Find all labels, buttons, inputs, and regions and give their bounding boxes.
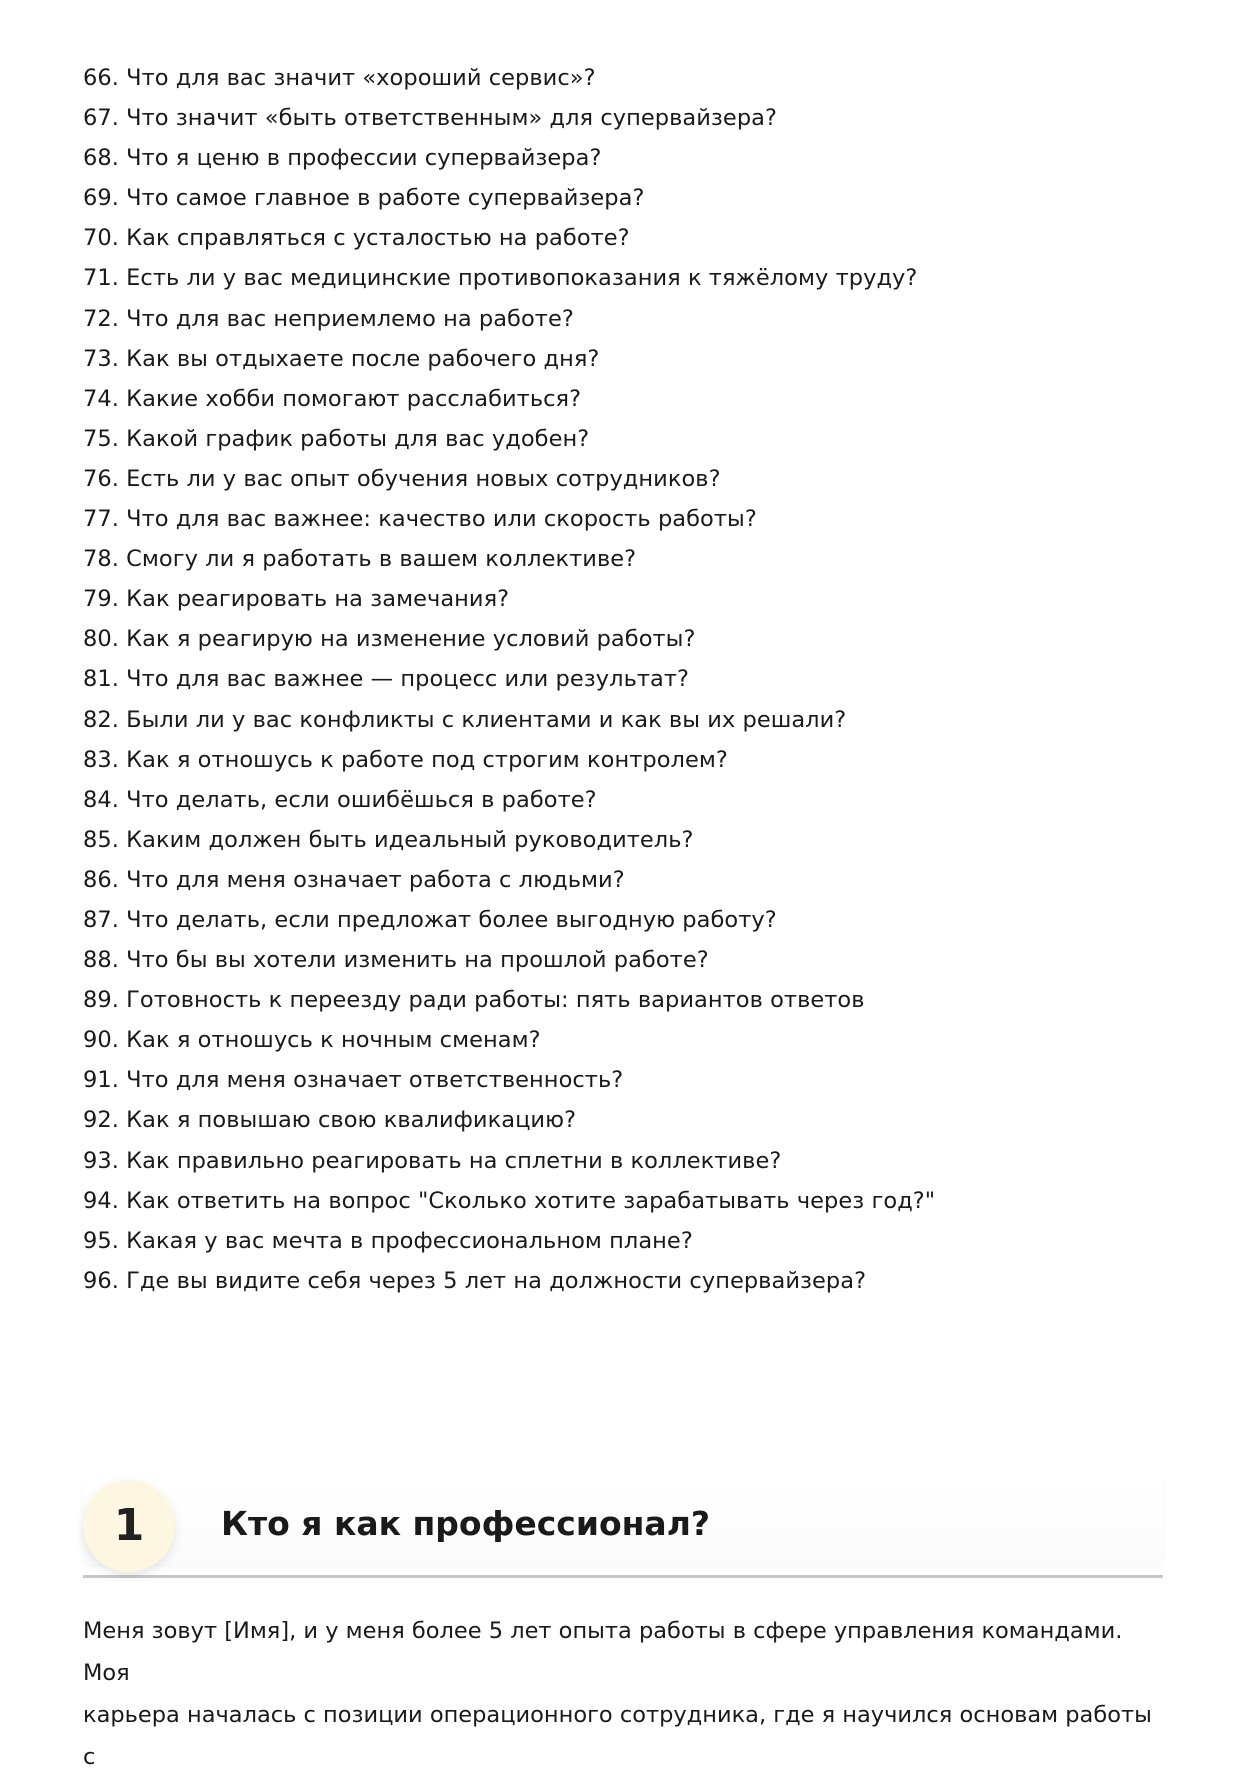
question-item: 84. Что делать, если ошибёшься в работе? xyxy=(83,786,597,813)
question-item: 87. Что делать, если предложат более выгодную работу? xyxy=(83,906,777,933)
question-item: 94. Как ответить на вопрос "Сколько хотите зарабатывать через год?" xyxy=(83,1187,936,1214)
question-item: 95. Какая у вас мечта в профессиональном плане? xyxy=(83,1227,693,1254)
question-item: 96. Где вы видите себя через 5 лет на должности супервайзера? xyxy=(83,1267,867,1294)
question-item: 73. Как вы отдыхаете после рабочего дня? xyxy=(83,345,600,372)
question-item: 82. Были ли у вас конфликты с клиентами и как вы их решали? xyxy=(83,706,847,733)
question-item: 93. Как правильно реагировать на сплетни в коллективе? xyxy=(83,1147,782,1174)
question-item: 74. Какие хобби помогают расслабиться? xyxy=(83,385,582,412)
section-number-badge: 1 xyxy=(83,1480,175,1572)
question-item: 72. Что для вас неприемлемо на работе? xyxy=(83,305,574,332)
section-body-line: карьера началась с позиции операционного сотрудника, где я научился основам работы с xyxy=(83,1702,1152,1770)
question-item: 80. Как я реагирую на изменение условий работы? xyxy=(83,626,696,653)
question-item: 66. Что для вас значит «хороший сервис»? xyxy=(83,65,596,91)
question-item: 89. Готовность к переезду ради работы: пять вариантов ответов xyxy=(83,987,865,1014)
question-item: 68. Что я ценю в профессии супервайзера? xyxy=(83,145,602,172)
question-item: 83. Как я отношусь к работе под строгим контролем? xyxy=(83,746,728,773)
question-item: 88. Что бы вы хотели изменить на прошлой работе? xyxy=(83,947,709,974)
question-item: 78. Смогу ли я работать в вашем коллективе? xyxy=(83,546,637,573)
question-item: 91. Что для меня означает ответственность? xyxy=(83,1067,624,1094)
section-body-line: Меня зовут [Имя], и у меня более 5 лет опыта работы в сфере управления командами. Моя xyxy=(83,1618,1123,1686)
question-item: 81. Что для вас важнее — процесс или результат? xyxy=(83,666,690,693)
question-item: 71. Есть ли у вас медицинские противопоказания к тяжёлому труду? xyxy=(83,265,918,292)
question-item: 70. Как справляться с усталостью на работе? xyxy=(83,225,630,252)
question-item: 69. Что самое главное в работе супервайзера? xyxy=(83,185,645,212)
question-item: 90. Как я отношусь к ночным сменам? xyxy=(83,1027,541,1054)
question-item: 85. Каким должен быть идеальный руководитель? xyxy=(83,826,694,853)
question-item: 76. Есть ли у вас опыт обучения новых сотрудников? xyxy=(83,465,721,492)
question-item: 77. Что для вас важнее: качество или скорость работы? xyxy=(83,506,757,533)
question-list xyxy=(83,58,1163,1301)
question-item: 67. Что значит «быть ответственным» для супервайзера? xyxy=(83,105,777,132)
section-header xyxy=(83,1468,1163,1578)
question-item: 86. Что для меня означает работа с людьми? xyxy=(83,866,625,893)
section-title: Кто я как профессионал? xyxy=(221,1504,711,1543)
question-item: 79. Как реагировать на замечания? xyxy=(83,586,510,613)
question-item: 75. Какой график работы для вас удобен? xyxy=(83,425,590,452)
question-item: 92. Как я повышаю свою квалификацию? xyxy=(83,1107,577,1134)
